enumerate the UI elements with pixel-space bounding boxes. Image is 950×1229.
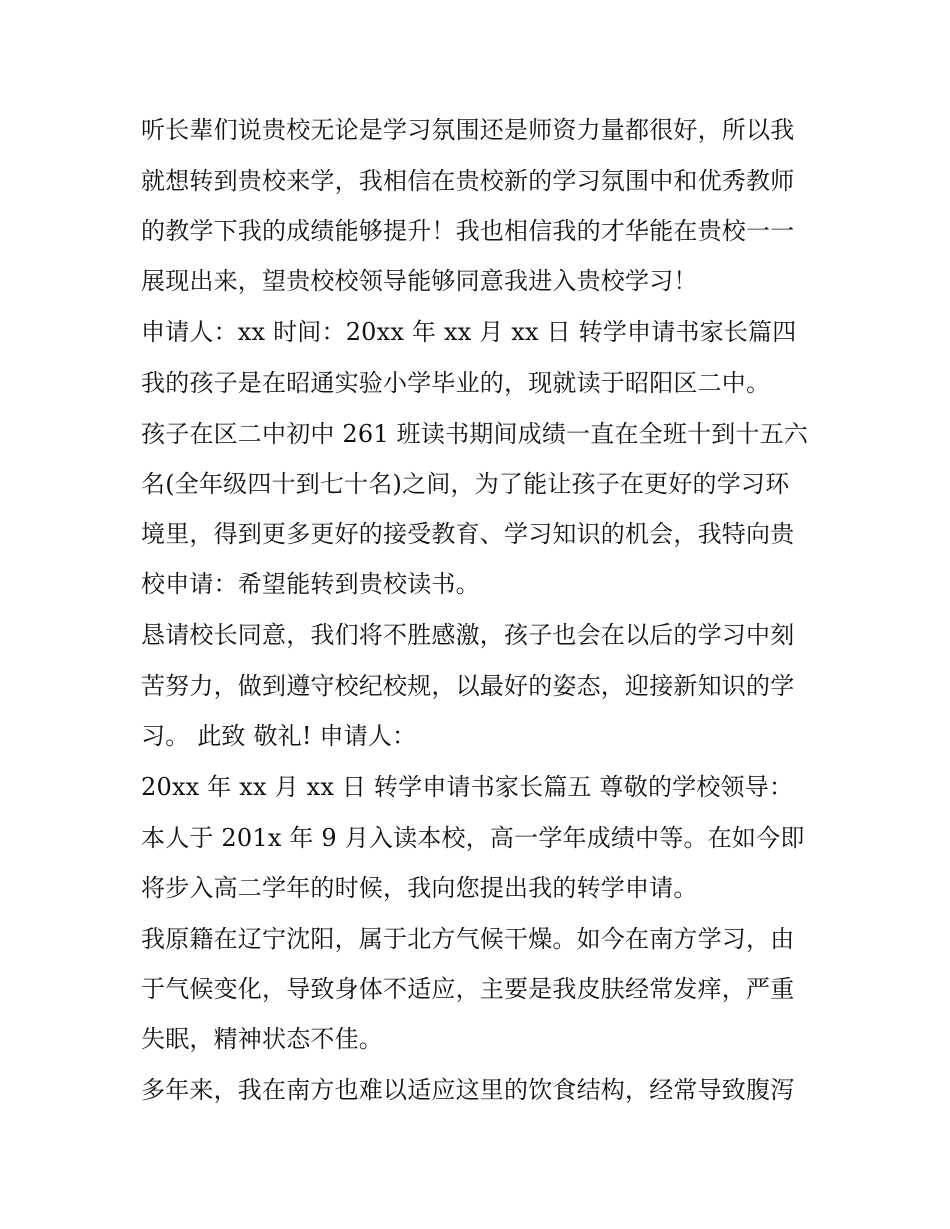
text-line: 于气候变化，导致身体不适应，主要是我皮肤经常发痒，严重	[141, 975, 795, 1003]
text-line: 我原籍在辽宁沈阳，属于北方气候干燥。如今在南方学习，由	[141, 925, 795, 953]
text-line: 我的孩子是在昭通实验小学毕业的，现就读于昭阳区二中。	[141, 369, 771, 397]
text-line: 名(全年级四十到七十名)之间，为了能让孩子在更好的学习环	[141, 470, 790, 498]
text-line: 失眠，精神状态不佳。	[141, 1025, 383, 1053]
text-line: 20xx 年 xx 月 xx 日 转学申请书家长篇五 尊敬的学校领导：	[141, 773, 794, 801]
text-line: 的教学下我的成绩能够提升！我也相信我的才华能在贵校一一	[141, 217, 795, 245]
text-line: 就想转到贵校来学，我相信在贵校新的学习氛围中和优秀教师	[141, 167, 795, 195]
text-line: 校申请：希望能转到贵校读书。	[141, 570, 480, 598]
text-line: 听长辈们说贵校无论是学习氛围还是师资力量都很好，所以我	[141, 116, 795, 144]
text-line: 境里，得到更多更好的接受教育、学习知识的机会，我特向贵	[141, 520, 795, 548]
text-line: 将步入高二学年的时候，我向您提出我的转学申请。	[141, 874, 698, 902]
text-line: 恳请校长同意，我们将不胜感激，孩子也会在以后的学习中刻	[141, 621, 795, 649]
text-line: 本人于 201x 年 9 月入读本校，高一学年成绩中等。在如今即	[141, 824, 805, 852]
text-line: 苦努力，做到遵守校纪校规，以最好的姿态，迎接新知识的学	[141, 672, 795, 700]
text-line: 孩子在区二中初中 261 班读书期间成绩一直在全班十到十五六	[141, 420, 809, 448]
text-line: 多年来，我在南方也难以适应这里的饮食结构，经常导致腹泻	[141, 1076, 795, 1104]
text-line: 习。 此致 敬礼! 申请人：	[141, 722, 417, 750]
text-line: 展现出来，望贵校校领导能够同意我进入贵校学习！	[141, 267, 698, 295]
text-line: 申请人：xx 时间：20xx 年 xx 月 xx 日 转学申请书家长篇四	[141, 318, 797, 346]
